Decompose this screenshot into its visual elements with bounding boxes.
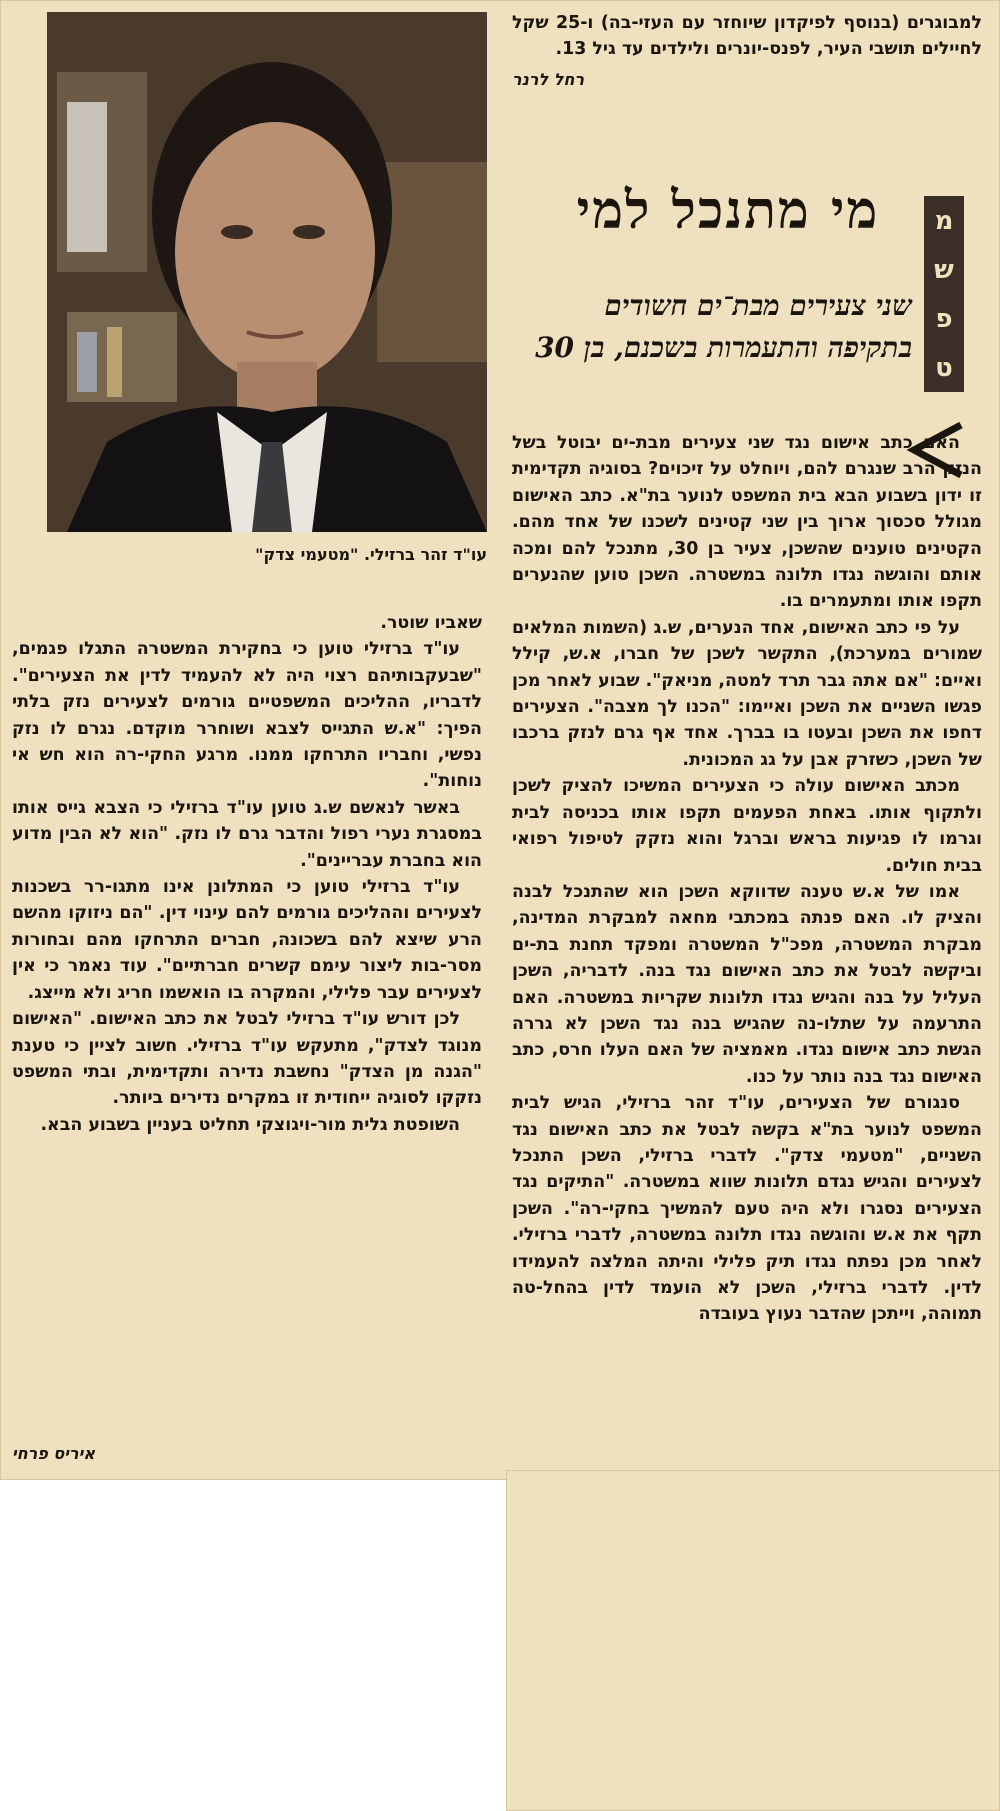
portrait-image [47,12,487,532]
article-paragraph: על פי כתב האישום, אחד הנערים, ש.ג (השמות המלאים שמורים במערכת), התקשר לשכן של חברו, א.ש, קילל ואיים: "אם אתה גבר תרד למטה, מניאק". שבוע לאחר מכן פגשו השניים את השכן ואיימו: "הכנו לך מצבה". הצעירים דחפו את השכן ובעטו בו בברך. אחד אף גרם לנזק ברכבו של השכן, כשזרק אבן על גג המכונית. [512,617,982,770]
previous-article-text: למבוגרים (בנוסף לפיקדון שיוחזר עם העזי-בה) ו-25 שקל לחיילים תושבי העיר, לפנס-יונרים ולילדים עד גיל 13. [512,13,982,60]
article-paragraph: עו"ד ברזילי טוען כי המתלונן אינו מתגו-רר בשכנות לצעירים וההליכים גורמים להם עינוי דין. "הם ניזוקו מהשם הרע שיצא להם בשכונה, חברים התרחקו מהם ובחורות מסר-בות ליצור עימם קשרים חברתיים". עוד נאמר כי אין לצעירים עבר פלילי, והמקרה בו הואשמו חריג ולא מייצג. [12,877,482,1003]
photo-caption: עו"ד זהר ברזילי. "מטעמי צדק" [255,545,487,564]
article-paragraph: אמו של א.ש טענה שדווקא השכן הוא שהתנכל לבנה והציק לו. האם פנתה במכתבי מחאה למבקרת המדינה, מבקרת המשטרה, מפכ"ל המשטרה ומפקד תחנת בת-ים וביקשה לבטל את כתב האישום נגד בנה. לדבריה, השכן העליל על בנה והגיש נגדו תלונות שקריות במשטרה. האם התרעמה על שתלו-נה שהגיש בנה נגד השכן לא גררה הגשת כתב אישום נגדו. מאמציה של האם העלו חרס, כתב האישום נגד בנה נותר על כנו. [512,881,982,1087]
headline: מי מתנכל למי [576,180,880,241]
lawyer-portrait-photo [47,12,487,532]
article-paragraph: עו"ד ברזילי טוען כי בחקירת המשטרה התגלו פגמים, "שבעקבותיהם רצוי היה לא להעמיד לדין את הצעירים". לדבריו, ההליכים המשפטיים גורמים לצעירים נזק בלתי הפיך: "א.ש התגייס לצבא ושוחרר מוקדם. נגרם לו נזק נפשי, וחבריו התרחקו ממנו. מרגע החקי-רה הוא חש אי נוחות". [12,639,482,792]
article-paragraph: לכן דורש עו"ד ברזילי לבטל את כתב האישום. "האישום מנוגד לצדק", מתעקש עו"ד ברזילי. חשוב לציין כי טענת "הגנה מן הצדק" נחשבת נדירה ותקדימית, ובתי המשפט נזקקו לסוגיה ייחודית זו במקרים נדירים ביותר. [12,1009,482,1109]
article-paragraph: שאביו שוטר. [380,613,482,633]
previous-article-tail [512,10,982,93]
section-tag-letter: מ [934,205,954,236]
newspaper-clipping-tail [506,1470,1000,1811]
subheadline: שני צעירים מבת־ים חשודים בתקיפה והתעמרות בשכנם, בן 30 [535,289,912,364]
article-paragraph: האם כתב אישום נגד שני צעירים מבת-ים יבוטל בשל הנזק הרב שנגרם להם, ויוחלט על זיכוים? בסוגיה תקדימית זו ידון בשבוע הבא בית המשפט לנוער בת"א. כתב האישום מגולל סכסוך ארוך בין שני קטינים לשכנו של אחד מהם. הקטינים טוענים שהשכן, צעיר בן 30, מתנכל להם ומכה אותם והוגשה נגדו תלונה במשטרה. השכן טוען שהנערים תקפו אותו ומתעמרים בו. [512,433,983,612]
section-tag-letter: ט [935,352,953,383]
article-paragraph: מכתב האישום עולה כי הצעירים המשיכו להציק לשכן ולתקוף אותו. באחת הפעמים תקפו אותו בכניסה לבית וגרמו לו פגיעות בראש וברגל והוא נזקק לטיפול רפואי בבית חולים. [512,776,982,876]
article-byline: איריס פרחי [12,1444,96,1463]
article-column-left [12,610,482,1138]
article-paragraph: באשר לנאשם ש.ג טוען עו"ד ברזילי כי הצבא גייס אותו במסגרת נערי רפול והדבר גרם לו נזק. "הוא לא הבין מדוע הוא בחברת עבריינים". [12,797,482,871]
article-column-right [512,430,982,1328]
previous-article-byline: רחל לרנר [512,69,585,89]
section-tag-letter: ש [934,254,954,285]
section-tag-letter: פ [935,303,953,334]
section-tag [924,196,964,392]
article-paragraph: השופטת גלית מור-ויגוצקי תחליט בעניין בשבוע הבא. [40,1114,460,1135]
article-paragraph: סנגורם של הצעירים, עו"ד זהר ברזילי, הגיש לבית המשפט לנוער בת"א בקשה לבטל את כתב האישום נגד השניים, "מטעמי צדק". לדברי ברזילי, השכן התנכל לצעירים והגיש נגדם תלונות שווא במשטרה. "התיקים נגד הצעירים נסגרו ולא היה טעם להמשיך בחקי-רה". השכן תקף את א.ש והוגשה נגדו תלונה במשטרה, לדברי ברזילי. לאחר מכן נפתח נגדו תיק פלילי והיתה המלצה להעמידו לדין. לדברי ברזילי, השכן לא הועמד לדין בהחל-טה תמוהה, וייתכן שהדבר נעוץ בעובדה [512,1093,982,1325]
